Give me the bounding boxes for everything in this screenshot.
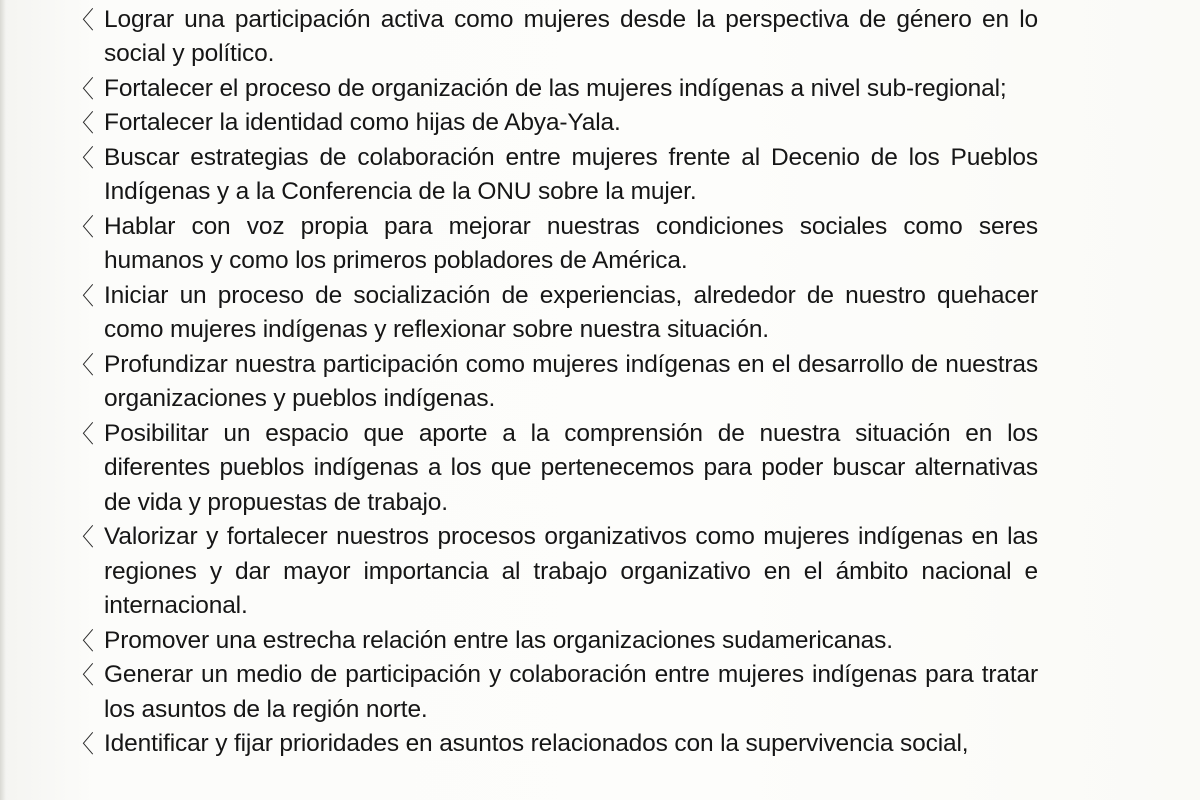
list-item-text: Fortalecer la identidad como hijas de Abya-Yala. [104,109,621,136]
list-item [68,210,1038,279]
bullet-marker-icon: 〈 [70,74,94,103]
list-item-text: Generar un medio de participación y colaboración entre mujeres indígenas para tratar los asuntos de la región norte. [104,661,1038,723]
list-item [68,417,1038,521]
list-item [68,658,1038,727]
bullet-marker-icon: 〈 [70,730,94,758]
list-item [68,348,1038,417]
list-item-text: Lograr una participación activa como mujeres desde la perspectiva de género en lo social y político. [104,5,1038,67]
list-item-text: Profundizar nuestra participación como mujeres indígenas en el desarrollo de nuestras organizaciones y pueblos indígenas. [104,350,1038,412]
list-item [68,520,1038,624]
list-item-text: Iniciar un proceso de socialización de experiencias, alrededor de nuestro quehacer como mujeres indígenas y reflexionar sobre nuestra situación. [104,281,1038,343]
list-item-text: Posibilitar un espacio que aporte a la comprensión de nuestra situación en los diferentes pueblos indígenas a los que pertenecemos para poder buscar alternativas de vida y propuestas de trabajo. [104,419,1038,516]
list-item-text: Hablar con voz propia para mejorar nuestras condiciones sociales como seres humanos y como los primeros pobladores de América. [104,212,1038,274]
list-item [68,3,1038,72]
bullet-marker-icon: 〈 [70,5,94,34]
list-item [68,727,1038,762]
bullet-marker-icon: 〈 [70,212,94,241]
list-item [68,106,1038,141]
bullet-marker-icon: 〈 [70,626,94,655]
list-item-text: Identificar y fijar prioridades en asuntos relacionados con la supervivencia social, [104,730,969,757]
list-item [68,72,1038,107]
list-item-text: Buscar estrategias de colaboración entre mujeres frente al Decenio de los Pueblos Indígenas y a la Conferencia de la ONU sobre la mujer. [104,143,1038,205]
bullet-marker-icon: 〈 [70,661,94,689]
list-item [68,141,1038,210]
bullet-marker-icon: 〈 [70,523,94,551]
list-item [68,624,1038,659]
bullet-marker-icon: 〈 [70,281,94,310]
list-item-text: Valorizar y fortalecer nuestros procesos organizativos como mujeres indígenas en las regiones y dar mayor importancia al trabajo organizativo en el ámbito nacional e internacional. [104,523,1038,619]
objectives-list [68,0,1038,762]
list-item-text: Promover una estrecha relación entre las organizaciones sudamericanas. [104,626,893,654]
bullet-marker-icon: 〈 [70,109,94,137]
bullet-marker-icon: 〈 [70,350,94,379]
list-item [68,279,1038,348]
list-item-text: Fortalecer el proceso de organización de las mujeres indígenas a nivel sub-regional; [104,74,1007,102]
bullet-marker-icon: 〈 [70,143,94,172]
scan-edge-shadow [0,0,6,800]
bullet-marker-icon: 〈 [70,419,94,448]
